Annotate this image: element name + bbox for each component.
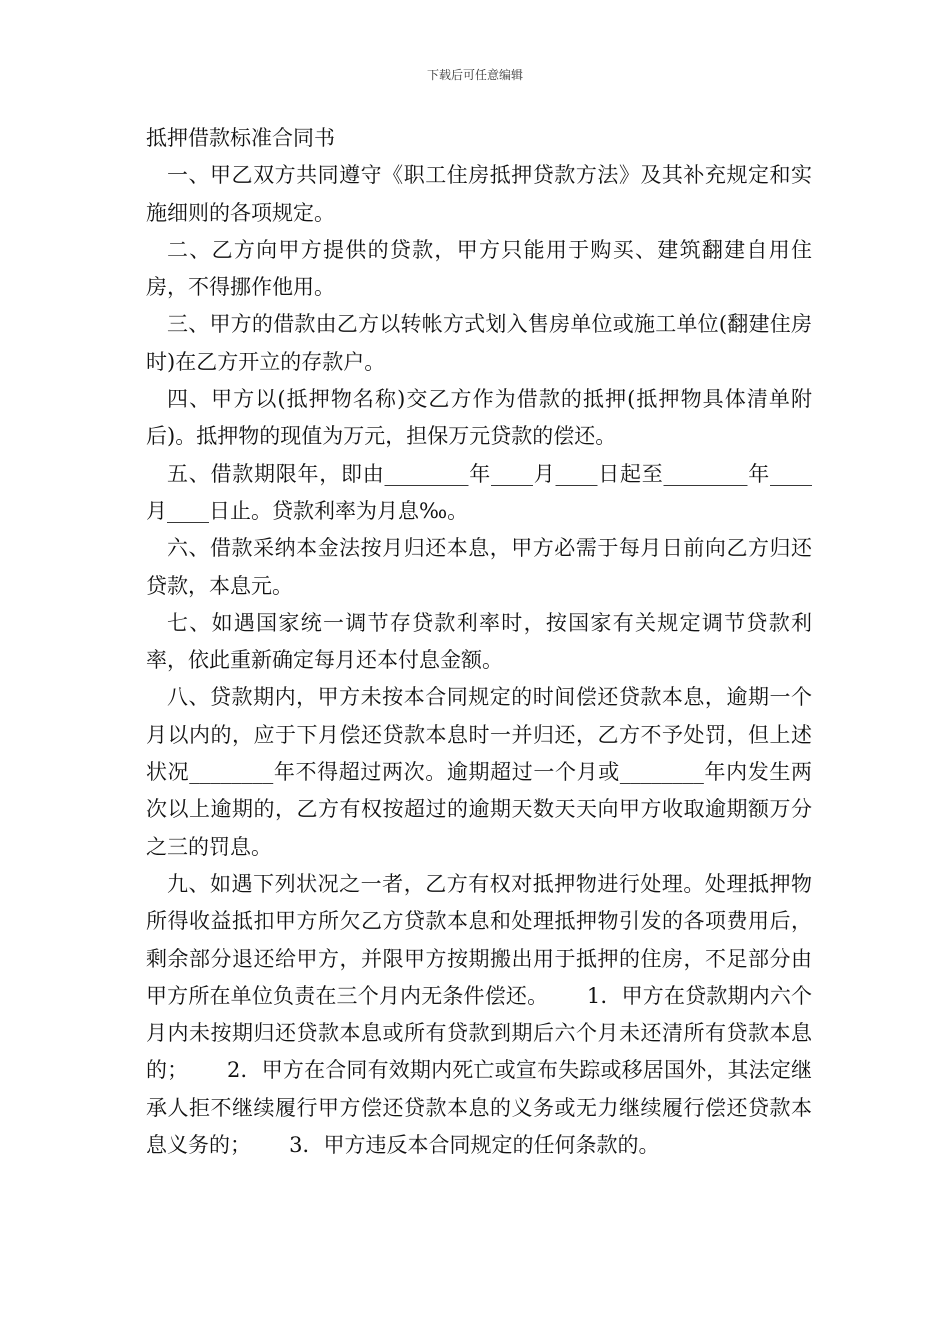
clause-1: 一、甲乙双方共同遵守《职工住房抵押贷款方法》及其补充规定和实施细则的各项规定。: [146, 163, 812, 225]
page-header: 下载后可任意编辑: [426, 68, 523, 82]
clause-3: 三、甲方的借款由乙方以转帐方式划入售房单位或施工单位(翻建住房时)在乙方开立的存款户。: [146, 312, 812, 374]
clause-4: 四、甲方以(抵押物名称)交乙方作为借款的抵押(抵押物具体清单附后)。抵押物的现值为万元，担保万元贷款的偿还。: [146, 387, 812, 449]
clause-6: 六、借款采纳本金法按月归还本息，甲方必需于每月日前向乙方归还贷款，本息元。: [146, 536, 812, 598]
document-title: 抵押借款标准合同书: [146, 126, 335, 150]
clause-8: 八、贷款期内，甲方未按本合同规定的时间偿还贷款本息，逾期一个月以内的，应于下月偿还贷款本息时一并归还，乙方不予处罚，但上述状况________年不得超过两次。逾期超过一个月或________年内发生两次以上逾期的，乙方有权按超过的逾期天数天天向甲方收取逾期额万分之三的罚息。: [146, 685, 812, 859]
clause-2: 二、乙方向甲方提供的贷款，甲方只能用于购买、建筑翻建自用住房，不得挪作他用。: [146, 237, 812, 300]
clause-5: 五、借款期限年，即由________年____月____日起至________年____月____日止。贷款利率为月息‰。: [146, 461, 812, 523]
clause-9: 九、如遇下列状况之一者，乙方有权对抵押物进行处理。处理抵押物所得收益抵扣甲方所欠乙方贷款本息和处理抵押物引发的各项费用后，剩余部分退还给甲方，并限甲方按期搬出用于抵押的住房，不足部分由甲方所在单位负责在三个月内无条件偿还。 1．甲方在贷款期内六个月内未按期归还贷款本息或所有贷款到期后六个月未还清所有贷款本息的； 2．甲方在合同有效期内死亡或宣布失踪或移居国外，其法定继承人拒不继续履行甲方偿还贷款本息的义务或无力继续履行偿还贷款本息义务的； 3．甲方违反本合同规定的任何条款的。: [146, 871, 812, 1158]
clause-7: 七、如遇国家统一调节存贷款利率时，按国家有关规定调节贷款利率，依此重新确定每月还本付息金额。: [146, 610, 812, 673]
document-body: [146, 120, 812, 1164]
